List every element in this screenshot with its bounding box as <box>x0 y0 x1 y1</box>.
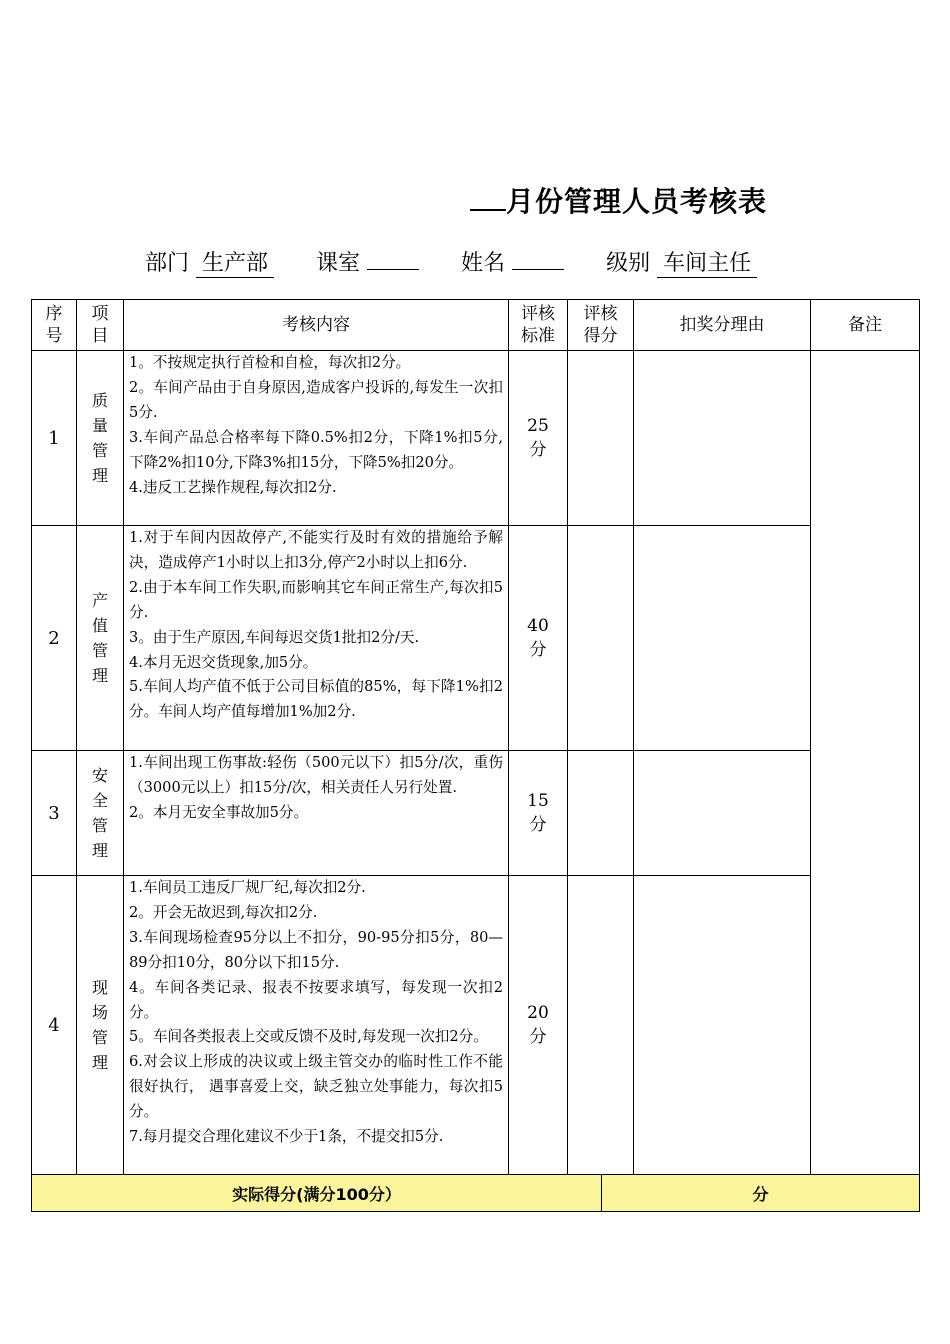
row-item: 安全管理 <box>77 751 124 876</box>
total-label: 实际得分(满分100分） <box>32 1175 602 1212</box>
content-line: 4。车间各类记录、报表不按要求填写，每发现一次扣2分。 <box>129 978 503 1021</box>
table-row <box>32 876 920 1175</box>
content-line: 5。车间各类报表上交或反馈不及时,每发现一次扣2分。 <box>129 1028 488 1046</box>
content-line: 3.车间产品总合格率每下降0.5%扣2分，下降1%扣5分,下降2%扣10分,下降3%扣15分，下降5%扣20分。 <box>129 428 503 471</box>
row-score-field[interactable] <box>568 751 634 876</box>
row-standard: 40分 <box>509 526 568 751</box>
dept-label: 部门 <box>145 251 190 276</box>
row-reason-field[interactable] <box>634 351 811 526</box>
row-reason-field[interactable] <box>634 751 811 876</box>
row-seq: 3 <box>32 751 77 876</box>
row-seq: 2 <box>32 526 77 751</box>
month-blank[interactable] <box>470 185 506 211</box>
row-item: 产值管理 <box>77 526 124 751</box>
info-line <box>145 246 757 278</box>
row-content <box>124 526 509 751</box>
content-line: 1.对于车间内因故停产,不能实行及时有效的措施给予解决，造成停产1小时以上扣3分,停产2小时以上扣6分. <box>129 529 503 571</box>
row-score-field[interactable] <box>568 351 634 526</box>
content-line: 4.违反工艺操作规程,每次扣2分. <box>129 478 337 496</box>
col-score: 评核得分 <box>568 300 634 351</box>
section-field[interactable] <box>367 269 419 270</box>
header-row <box>32 300 920 351</box>
content-line: 2。车间产品由于自身原因,造成客户投诉的,每发生一次扣5分. <box>129 378 503 421</box>
content-line: 7.每月提交合理化建议不少于1条，不提交扣5分. <box>129 1128 444 1146</box>
total-table <box>31 1174 920 1212</box>
row-content <box>124 876 509 1175</box>
row-reason-field[interactable] <box>634 876 811 1175</box>
content-line: 2。开会无故迟到,每次扣2分. <box>129 903 318 921</box>
note-field[interactable] <box>811 351 920 1175</box>
col-note: 备注 <box>811 300 920 351</box>
content-line: 3.车间现场检查95分以上不扣分，90-95分扣5分，80—89分扣10分，80分以下扣15分. <box>129 928 503 971</box>
total-row <box>32 1175 920 1212</box>
content-line: 6.对会议上形成的决议或上级主管交办的临时性工作不能很好执行， 遇事喜爱上交，缺乏独立处事能力，每次扣5分。 <box>129 1053 503 1121</box>
content-line: 3。由于生产原因,车间每迟交货1批扣2分/天. <box>129 628 420 646</box>
row-score-field[interactable] <box>568 526 634 751</box>
content-line: 1。不按规定执行首检和自检，每次扣2分。 <box>129 354 411 371</box>
assessment-table <box>31 299 920 1175</box>
row-standard: 15分 <box>509 751 568 876</box>
content-line: 2.由于本车间工作失职,而影响其它车间正常生产,每次扣5分. <box>129 578 503 621</box>
level-label: 级别 <box>606 251 651 276</box>
row-standard: 20分 <box>509 876 568 1175</box>
page-title <box>470 180 767 220</box>
col-reason: 扣奖分理由 <box>634 300 811 351</box>
level-value[interactable]: 车间主任 <box>657 251 757 278</box>
content-line: 1.车间员工违反厂规厂纪,每次扣2分. <box>129 879 366 896</box>
col-content: 考核内容 <box>124 300 509 351</box>
dept-value[interactable]: 生产部 <box>196 251 274 278</box>
col-item: 项目 <box>77 300 124 351</box>
content-line: 5.车间人均产值不低于公司目标值的85%，每下降1%扣2分。车间人均产值每增加1%加2分. <box>129 678 503 721</box>
content-line: 1.车间出现工伤事故:轻伤（500元以下）扣5分/次，重伤（3000元以上）扣15分/次，相关责任人另行处置. <box>129 754 503 796</box>
row-standard: 25分 <box>509 351 568 526</box>
table-row <box>32 351 920 526</box>
row-reason-field[interactable] <box>634 526 811 751</box>
title-text: 月份管理人员考核表 <box>506 185 768 218</box>
section-label: 课室 <box>316 251 361 276</box>
row-content <box>124 351 509 526</box>
content-line: 4.本月无迟交货现象,加5分。 <box>129 653 318 671</box>
content-line: 2。本月无安全事故加5分。 <box>129 803 309 821</box>
row-score-field[interactable] <box>568 876 634 1175</box>
row-content <box>124 751 509 876</box>
row-seq: 1 <box>32 351 77 526</box>
name-label: 姓名 <box>461 251 506 276</box>
col-seq: 序号 <box>32 300 77 351</box>
table-row <box>32 526 920 751</box>
row-item: 质量管理 <box>77 351 124 526</box>
row-seq: 4 <box>32 876 77 1175</box>
row-item: 现场管理 <box>77 876 124 1175</box>
col-standard: 评核标准 <box>509 300 568 351</box>
total-score-field[interactable]: 分 <box>602 1175 920 1212</box>
table-row <box>32 751 920 876</box>
name-field[interactable] <box>512 269 564 270</box>
